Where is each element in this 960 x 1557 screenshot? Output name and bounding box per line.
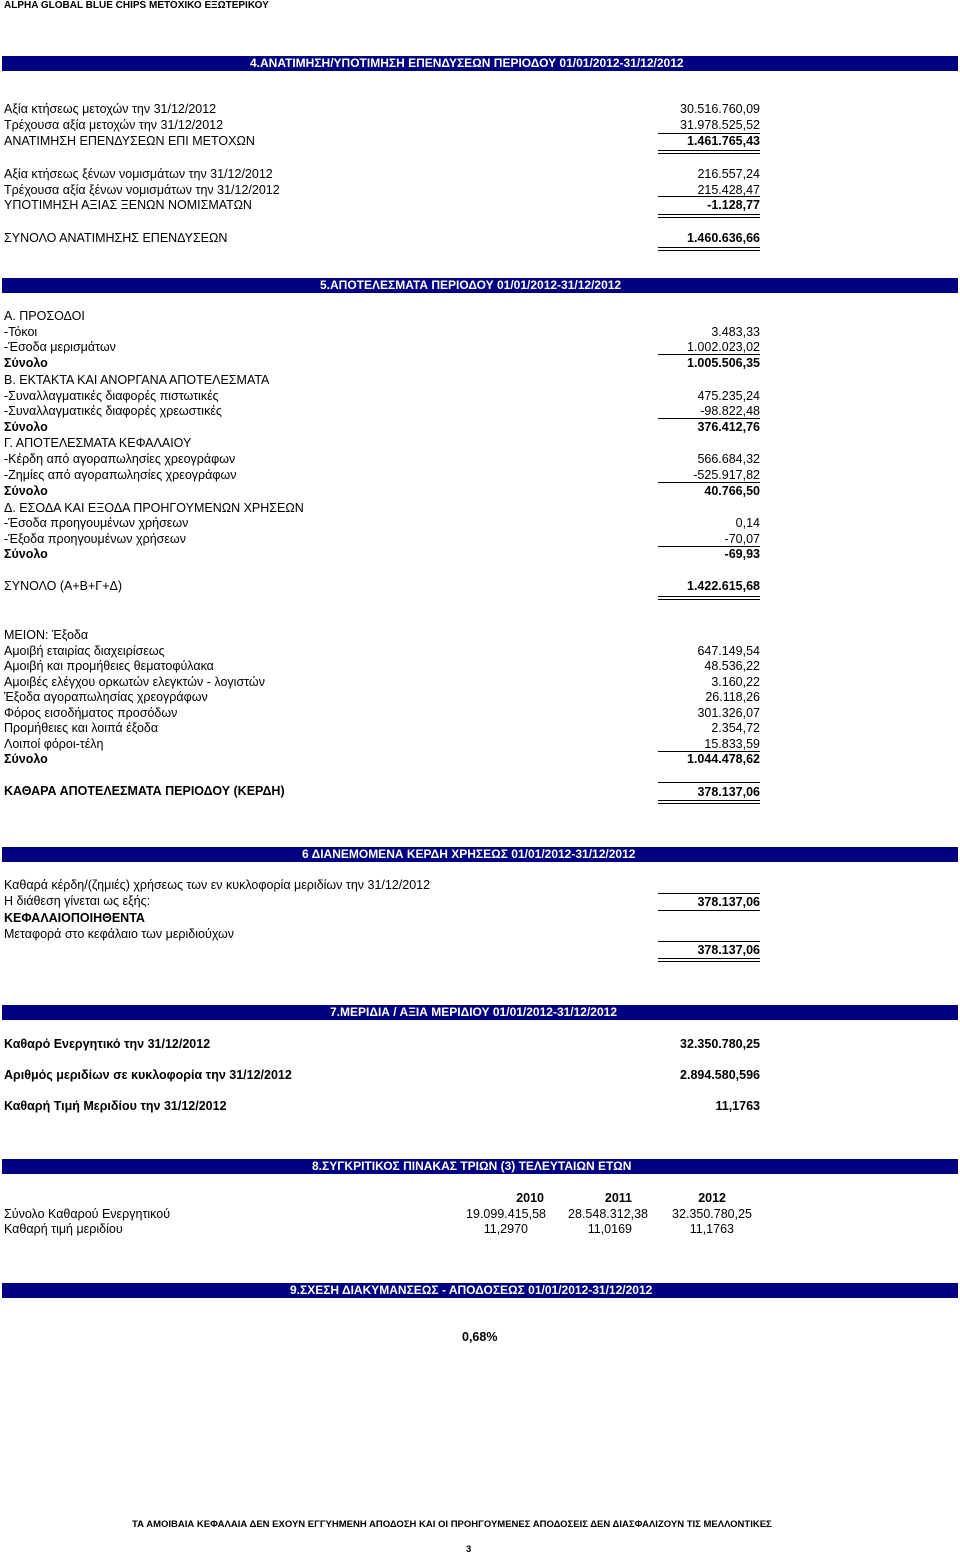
- group-d-row-value: -70,07: [724, 532, 760, 546]
- section5-bar: [2, 278, 958, 293]
- underline: [658, 782, 760, 783]
- capitalized-heading: ΚΕΦΑΛΑΙΟΠΟΙΗΘΕΝΤΑ: [4, 911, 145, 925]
- year-header: 2010: [516, 1191, 544, 1205]
- section4-row-label: Τρέχουσα αξία ξένων νομισμάτων την 31/12/2012: [4, 183, 280, 197]
- double-underline: [658, 800, 760, 801]
- group-d-total-label: Σύνολο: [4, 547, 48, 561]
- section4-row-value: 215.428,47: [697, 183, 760, 197]
- comparison-cell: 32.350.780,25: [672, 1207, 752, 1221]
- fund-name: ALPHA GLOBAL BLUE CHIPS ΜΕΤΟΧΙΚΟ ΕΞΩΤΕΡΙΚΟΥ: [4, 0, 269, 11]
- year-header: 2012: [698, 1191, 726, 1205]
- section4-row-value: 1.461.765,43: [687, 134, 760, 148]
- expense-row-label: Αμοιβή εταιρίας διαχειρίσεως: [4, 644, 165, 658]
- expense-row-label: Αμοιβές ελέγχου ορκωτών ελεγκτών - λογιστών: [4, 675, 265, 689]
- group-a-row-label: -Έσοδα μερισμάτων: [4, 340, 116, 354]
- group-c-total-label: Σύνολο: [4, 484, 48, 498]
- double-underline: [658, 214, 760, 215]
- comparison-row-label: Σύνολο Καθαρού Ενεργητικού: [4, 1207, 171, 1221]
- double-underline: [658, 150, 760, 151]
- comparison-cell: 11,0169: [587, 1222, 632, 1236]
- section4-bar: [2, 56, 958, 71]
- group-a-total-value: 1.005.506,35: [687, 356, 760, 370]
- section4-title: 4.ΑΝΑΤΙΜΗΣΗ/ΥΠΟΤΙΜΗΣΗ ΕΠΕΝΔΥΣΕΩΝ ΠΕΡΙΟΔΟΥ 01/01/2012-31/12/2012: [250, 56, 684, 70]
- section6-bar: [2, 847, 958, 862]
- expense-row-label: Αμοιβή και προμήθειες θεματοφύλακα: [4, 659, 214, 673]
- group-d-total-value: -69,93: [724, 547, 760, 561]
- group-a-row-label: -Τόκοι: [4, 325, 38, 339]
- comparison-cell: 28.548.312,38: [568, 1207, 648, 1221]
- expenses-heading: ΜΕΙΟΝ: Έξοδα: [4, 628, 89, 642]
- section4-row-label: Αξία κτήσεως μετοχών την 31/12/2012: [4, 102, 217, 116]
- units-row-value: 2.894.580,596: [680, 1068, 760, 1082]
- section9-bar: [2, 1283, 958, 1298]
- section4-row-label: ΥΠΟΤΙΜΗΣΗ ΑΞΙΑΣ ΞΕΝΩΝ ΝΟΜΙΣΜΑΤΩΝ: [4, 198, 252, 212]
- group-b-row-value: -98.822,48: [700, 404, 760, 418]
- section4-total-label: ΣΥΝΟΛΟ ΑΝΑΤΙΜΗΣΗΣ ΕΠΕΝΔΥΣΕΩΝ: [4, 231, 228, 245]
- double-underline: [658, 247, 760, 248]
- double-underline: [658, 153, 760, 154]
- expenses-total-label: Σύνολο: [4, 752, 48, 766]
- footer-disclaimer: ΤΑ ΑΜΟΙΒΑΙΑ ΚΕΦΑΛΑΙΑ ΔΕΝ ΕΧΟΥΝ ΕΓΓΥΗΜΕΝΗ ΑΠΟΔΟΣΗ ΚΑΙ ΟΙ ΠΡΟΗΓΟΥΜΕΝΕΣ ΑΠΟΔΟΣΕΙΣ ΔΕΝ ΔΙΑΣΦΑΛΙΖΟΥΝ ΤΙΣ ΜΕΛΛΟΝΤΙΚΕΣ: [132, 1519, 772, 1530]
- group-b-row-value: 475.235,24: [697, 389, 760, 403]
- double-underline: [658, 596, 760, 597]
- section7-bar: [2, 1005, 958, 1020]
- group-b-total-label: Σύνολο: [4, 420, 48, 434]
- grand-total-label: ΣΥΝΟΛΟ (Α+Β+Γ+Δ): [4, 579, 123, 593]
- units-row-value: 11,1763: [715, 1099, 760, 1113]
- units-row-label: Καθαρό Ενεργητικό την 31/12/2012: [4, 1037, 211, 1051]
- distribution-line: Καθαρά κέρδη/(ζημιές) χρήσεως των εν κυκλοφορία μεριδίων την 31/12/2012: [4, 878, 431, 892]
- expense-row-value: 26.118,26: [705, 690, 760, 704]
- underline: [658, 941, 760, 942]
- double-underline: [658, 250, 760, 251]
- expense-row-label: Φόρος εισοδήματος προσόδων: [4, 706, 178, 720]
- section4-row-value: 30.516.760,09: [680, 102, 760, 116]
- group-d-row-label: -Έσοδα προηγουμένων χρήσεων: [4, 516, 189, 530]
- group-b-total-value: 376.412,76: [697, 420, 760, 434]
- expense-row-value: 2.354,72: [711, 721, 760, 735]
- expense-row-label: Προμήθειες και λοιπά έξοδα: [4, 721, 159, 735]
- underline: [658, 418, 760, 419]
- section8-title: 8.ΣΥΓΚΡΙΤΙΚΟΣ ΠΙΝΑΚΑΣ ΤΡΙΩΝ (3) ΤΕΛΕΥΤΑΙΩΝ ΕΤΩΝ: [312, 1159, 632, 1173]
- group-d-row-value: 0,14: [735, 516, 760, 530]
- double-underline: [658, 961, 760, 962]
- grand-total-value: 1.422.615,68: [687, 579, 760, 593]
- section7-title: 7.ΜΕΡΙΔΙΑ / ΑΞΙΑ ΜΕΡΙΔΙΟΥ 01/01/2012-31/12/2012: [330, 1005, 617, 1019]
- group-b-row-label: -Συναλλαγματικές διαφορές πιστωτικές: [4, 389, 219, 403]
- group-c-heading: Γ. ΑΠΟΤΕΛΕΣΜΑΤΑ ΚΕΦΑΛΑΙΟΥ: [4, 436, 192, 450]
- section4-total-value: 1.460.636,66: [687, 231, 760, 245]
- distribution-total: 378.137,06: [697, 943, 760, 957]
- group-b-heading: Β. ΕΚΤΑΚΤΑ ΚΑΙ ΑΝΟΡΓΑΝΑ ΑΠΟΤΕΛΕΣΜΑΤΑ: [4, 373, 270, 387]
- units-row-label: Αριθμός μεριδίων σε κυκλοφορία την 31/12/2012: [4, 1068, 292, 1082]
- comparison-cell: 11,1763: [689, 1222, 734, 1236]
- expense-row-value: 48.536,22: [704, 659, 760, 673]
- net-result-value: 378.137,06: [697, 785, 760, 799]
- comparison-cell: 11,2970: [483, 1222, 528, 1236]
- double-underline: [658, 599, 760, 600]
- group-c-row-value: 566.684,32: [697, 452, 760, 466]
- distribution-line: Μεταφορά στο κεφάλαιο των μεριδιούχων: [4, 927, 235, 941]
- net-result-label: ΚΑΘΑΡΑ ΑΠΟΤΕΛΕΣΜΑΤΑ ΠΕΡΙΟΔΟΥ (ΚΕΡΔΗ): [4, 784, 285, 798]
- group-a-row-value: 3.483,33: [711, 325, 760, 339]
- underline: [658, 893, 760, 894]
- group-a-heading: Α. ΠΡΟΣΟΔΟΙ: [4, 309, 85, 323]
- units-row-value: 32.350.780,25: [680, 1037, 760, 1051]
- section4-row-label: Τρέχουσα αξία μετοχών την 31/12/2012: [4, 118, 224, 132]
- distribution-value: 378.137,06: [697, 895, 760, 909]
- group-c-row-label: -Κέρδη από αγοραπωλησίες χρεογράφων: [4, 452, 236, 466]
- section4-row-label: ΑΝΑΤΙΜΗΣΗ ΕΠΕΝΔΥΣΕΩΝ ΕΠΙ ΜΕΤΟΧΩΝ: [4, 134, 255, 148]
- group-d-heading: Δ. ΕΣΟΔΑ ΚΑΙ ΕΞΟΔΑ ΠΡΟΗΓΟΥΜΕΝΩΝ ΧΡΗΣΕΩΝ: [4, 501, 304, 515]
- group-c-total-value: 40.766,50: [704, 484, 760, 498]
- double-underline: [658, 217, 760, 218]
- section8-bar: [2, 1159, 958, 1174]
- expenses-total-value: 1.044.478,62: [687, 752, 760, 766]
- comparison-row-label: Καθαρή τιμή μεριδίου: [4, 1222, 123, 1236]
- section4-row-value: 216.557,24: [697, 167, 760, 181]
- expense-row-value: 647.149,54: [697, 644, 760, 658]
- expense-row-value: 3.160,22: [711, 675, 760, 689]
- expense-row-value: 15.833,59: [704, 737, 760, 751]
- section4-row-value: 31.978.525,52: [680, 118, 760, 132]
- expense-row-label: Λοιποί φόροι-τέλη: [4, 737, 104, 751]
- section9-title: 9.ΣΧΕΣΗ ΔΙΑΚΥΜΑΝΣΕΩΣ - ΑΠΟΔΟΣΕΩΣ 01/01/2012-31/12/2012: [290, 1283, 653, 1297]
- underline: [658, 196, 760, 197]
- group-c-row-label: -Ζημίες από αγοραπωλησίες χρεογράφων: [4, 468, 237, 482]
- section4-row-label: Αξία κτήσεως ξένων νομισμάτων την 31/12/2012: [4, 167, 273, 181]
- expense-row-value: 301.326,07: [697, 706, 760, 720]
- group-a-row-value: 1.002.023,02: [687, 340, 760, 354]
- comparison-cell: 19.099.415,58: [466, 1207, 546, 1221]
- group-c-row-value: -525.917,82: [693, 468, 760, 482]
- underline: [658, 910, 760, 911]
- underline: [658, 354, 760, 355]
- volatility-return-value: 0,68%: [462, 1330, 498, 1344]
- group-a-total-label: Σύνολο: [4, 356, 48, 370]
- distribution-line: Η διάθεση γίνεται ως εξής:: [4, 894, 151, 908]
- page-number: 3: [466, 1544, 472, 1555]
- section5-title: 5.ΑΠΟΤΕΛΕΣΜΑΤΑ ΠΕΡΙΟΔΟΥ 01/01/2012-31/12/2012: [320, 278, 622, 292]
- section6-title: 6 ΔΙΑΝΕΜΟΜΕΝΑ ΚΕΡΔΗ ΧΡΗΣΕΩΣ 01/01/2012-31/12/2012: [302, 847, 636, 861]
- group-d-row-label: -Έξοδα προηγουμένων χρήσεων: [4, 532, 186, 546]
- group-b-row-label: -Συναλλαγματικές διαφορές χρεωστικές: [4, 404, 222, 418]
- underline: [658, 482, 760, 483]
- expense-row-label: Έξοδα αγοραπωλησίας χρεογράφων: [4, 690, 208, 704]
- units-row-label: Καθαρή Τιμή Μεριδίου την 31/12/2012: [4, 1099, 227, 1113]
- section4-row-value: -1.128,77: [707, 198, 760, 212]
- double-underline: [658, 958, 760, 959]
- year-header: 2011: [604, 1191, 632, 1205]
- double-underline: [658, 803, 760, 804]
